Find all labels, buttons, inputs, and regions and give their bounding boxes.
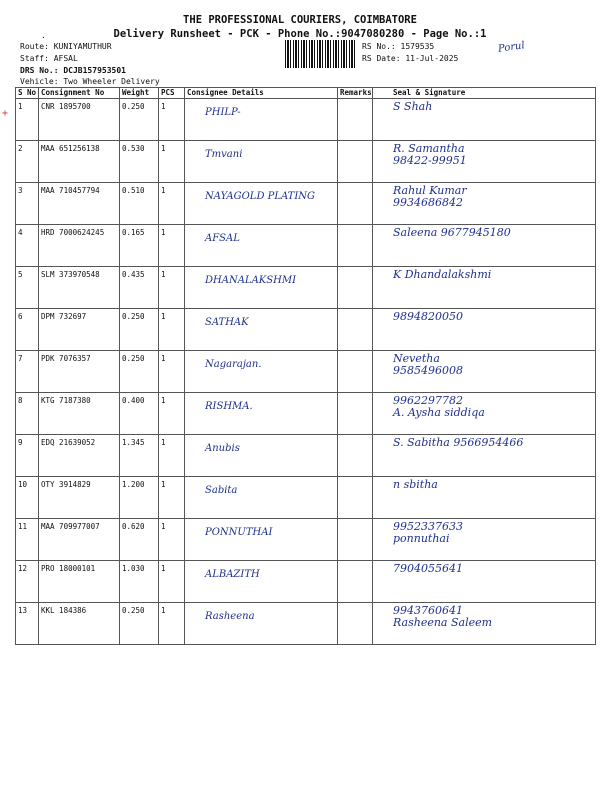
cell-signature: [373, 141, 596, 183]
consignee-handwriting: ALBAZITH: [205, 569, 260, 580]
rs-number: RS No.: 1579535: [362, 42, 435, 51]
col-header-weight: Weight: [120, 88, 159, 99]
cell-sno: 12: [16, 561, 39, 603]
header-title: THE PROFESSIONAL COURIERS, COIMBATORE: [183, 14, 417, 26]
cell-consignee: [185, 393, 338, 435]
signature-handwriting: K Dhandalakshmi: [393, 268, 492, 281]
cell-consignee: [185, 225, 338, 267]
margin-mark: +: [2, 108, 9, 119]
cell-sno: 11: [16, 519, 39, 561]
runsheet-body: [16, 99, 596, 645]
cell-signature: [373, 603, 596, 645]
col-header-consignment: Consignment No: [39, 88, 120, 99]
runsheet-table: [15, 87, 596, 645]
cell-signature: [373, 225, 596, 267]
consignee-handwriting: PONNUTHAI: [205, 527, 273, 538]
cell-weight: 0.435: [120, 267, 159, 309]
header-subtitle: Delivery Runsheet - PCK - Phone No.:9047080280 - Page No.:1: [113, 28, 487, 40]
cell-pcs: 1: [159, 351, 185, 393]
table-row: [16, 309, 596, 351]
col-header-remarks: Remarks: [338, 88, 373, 99]
handwritten-note: Porul: [497, 40, 526, 55]
consignee-handwriting: DHANALAKSHMI: [205, 275, 297, 286]
col-header-sno: S No: [16, 88, 39, 99]
cell-consignment: KKL 184386: [39, 603, 120, 645]
col-header-consignee: Consignee Details: [185, 88, 338, 99]
cell-weight: 0.530: [120, 141, 159, 183]
cell-weight: 0.165: [120, 225, 159, 267]
cell-pcs: 1: [159, 393, 185, 435]
cell-consignment: DPM 732697: [39, 309, 120, 351]
cell-signature: [373, 435, 596, 477]
cell-consignment: SLM 373970548: [39, 267, 120, 309]
table-row: [16, 267, 596, 309]
cell-remarks: [338, 519, 373, 561]
cell-weight: 0.250: [120, 351, 159, 393]
cell-remarks: [338, 477, 373, 519]
signature-handwriting: n sbitha: [393, 478, 438, 491]
cell-remarks: [338, 225, 373, 267]
cell-consignee: [185, 99, 338, 141]
signature-handwriting: S. Sabitha 9566954466: [393, 436, 524, 449]
cell-weight: 1.200: [120, 477, 159, 519]
table-header-row: [16, 88, 596, 99]
cell-consignment: EDQ 21639052: [39, 435, 120, 477]
cell-remarks: [338, 603, 373, 645]
cell-consignee: [185, 477, 338, 519]
cell-pcs: 1: [159, 603, 185, 645]
cell-pcs: 1: [159, 99, 185, 141]
table-row: [16, 561, 596, 603]
cell-remarks: [338, 435, 373, 477]
cell-consignment: CNR 1895700: [39, 99, 120, 141]
cell-sno: 8: [16, 393, 39, 435]
table-row: [16, 141, 596, 183]
cell-consignee: [185, 183, 338, 225]
cell-consignment: PDK 7076357: [39, 351, 120, 393]
table-row: [16, 435, 596, 477]
cell-consignee: [185, 561, 338, 603]
cell-pcs: 1: [159, 309, 185, 351]
consignee-handwriting: Anubis: [205, 443, 240, 454]
signature-handwriting: 9962297782 A. Aysha siddiqa: [393, 394, 485, 419]
cell-weight: 0.510: [120, 183, 159, 225]
cell-weight: 1.030: [120, 561, 159, 603]
cell-signature: [373, 99, 596, 141]
signature-handwriting: Nevetha 9585496008: [393, 352, 463, 377]
table-row: [16, 99, 596, 141]
table-row: [16, 603, 596, 645]
cell-consignment: MAA 710457794: [39, 183, 120, 225]
table-row: [16, 225, 596, 267]
cell-consignment: MAA 651256138: [39, 141, 120, 183]
cell-remarks: [338, 267, 373, 309]
staff-label: Staff: AFSAL: [20, 54, 78, 63]
cell-sno: 10: [16, 477, 39, 519]
cell-weight: 1.345: [120, 435, 159, 477]
signature-handwriting: R. Samantha 98422-99951: [393, 142, 467, 167]
cell-consignee: [185, 351, 338, 393]
cell-weight: 0.250: [120, 99, 159, 141]
cell-remarks: [338, 309, 373, 351]
cell-signature: [373, 183, 596, 225]
cell-weight: 0.620: [120, 519, 159, 561]
consignee-handwriting: Tmvani: [205, 149, 243, 160]
tick-mark: ·: [41, 33, 46, 42]
cell-signature: [373, 561, 596, 603]
barcode-image: [285, 40, 357, 68]
cell-remarks: [338, 141, 373, 183]
cell-remarks: [338, 99, 373, 141]
vehicle-label: Vehicle: Two Wheeler Delivery: [20, 77, 160, 86]
signature-handwriting: Saleena 9677945180: [393, 226, 511, 239]
consignee-handwriting: NAYAGOLD PLATING: [205, 191, 316, 202]
cell-consignment: HRD 7000624245: [39, 225, 120, 267]
cell-sno: 3: [16, 183, 39, 225]
route-label: Route: KUNIYAMUTHUR: [20, 42, 112, 51]
signature-handwriting: 9894820050: [393, 310, 463, 323]
table-row: [16, 477, 596, 519]
cell-sno: 2: [16, 141, 39, 183]
consignee-handwriting: Rasheena: [205, 611, 255, 622]
cell-pcs: 1: [159, 519, 185, 561]
consignee-handwriting: Sabita: [205, 485, 238, 496]
cell-weight: 0.400: [120, 393, 159, 435]
cell-consignment: PRO 18000101: [39, 561, 120, 603]
signature-handwriting: 7904055641: [393, 562, 463, 575]
table-row: [16, 183, 596, 225]
cell-sno: 1: [16, 99, 39, 141]
signature-handwriting: 9952337633 ponnuthai: [393, 520, 463, 545]
cell-signature: [373, 477, 596, 519]
consignee-handwriting: Nagarajan.: [205, 359, 262, 370]
cell-remarks: [338, 351, 373, 393]
cell-sno: 6: [16, 309, 39, 351]
cell-signature: [373, 309, 596, 351]
cell-signature: [373, 351, 596, 393]
cell-pcs: 1: [159, 183, 185, 225]
table-row: [16, 393, 596, 435]
cell-consignee: [185, 435, 338, 477]
cell-consignee: [185, 519, 338, 561]
cell-pcs: 1: [159, 477, 185, 519]
cell-weight: 0.250: [120, 603, 159, 645]
cell-consignment: MAA 709977007: [39, 519, 120, 561]
cell-weight: 0.250: [120, 309, 159, 351]
col-header-pcs: PCS: [159, 88, 185, 99]
cell-pcs: 1: [159, 267, 185, 309]
cell-consignment: OTY 3914829: [39, 477, 120, 519]
cell-sno: 13: [16, 603, 39, 645]
cell-sno: 5: [16, 267, 39, 309]
consignee-handwriting: RISHMA.: [205, 401, 253, 412]
col-header-signature: Seal & Signature: [373, 88, 596, 99]
cell-sno: 9: [16, 435, 39, 477]
cell-remarks: [338, 183, 373, 225]
cell-pcs: 1: [159, 141, 185, 183]
consignee-handwriting: PHILP-: [205, 107, 241, 118]
cell-consignee: [185, 267, 338, 309]
cell-pcs: 1: [159, 225, 185, 267]
consignee-handwriting: AFSAL: [205, 233, 240, 244]
table-row: [16, 519, 596, 561]
cell-consignment: KTG 7187380: [39, 393, 120, 435]
consignee-handwriting: SATHAK: [205, 317, 249, 328]
cell-consignee: [185, 309, 338, 351]
cell-consignee: [185, 603, 338, 645]
signature-handwriting: S Shah: [393, 100, 433, 113]
rs-date: RS Date: 11-Jul-2025: [362, 54, 459, 63]
cell-pcs: 1: [159, 561, 185, 603]
signature-handwriting: Rahul Kumar 9934686842: [393, 184, 467, 209]
cell-sno: 7: [16, 351, 39, 393]
drs-number: DRS No.: DCJB157953501: [20, 66, 126, 75]
cell-signature: [373, 267, 596, 309]
cell-remarks: [338, 561, 373, 603]
cell-sno: 4: [16, 225, 39, 267]
cell-signature: [373, 393, 596, 435]
table-row: [16, 351, 596, 393]
cell-signature: [373, 519, 596, 561]
signature-handwriting: 9943760641 Rasheena Saleem: [393, 604, 493, 629]
cell-pcs: 1: [159, 435, 185, 477]
cell-consignee: [185, 141, 338, 183]
cell-remarks: [338, 393, 373, 435]
